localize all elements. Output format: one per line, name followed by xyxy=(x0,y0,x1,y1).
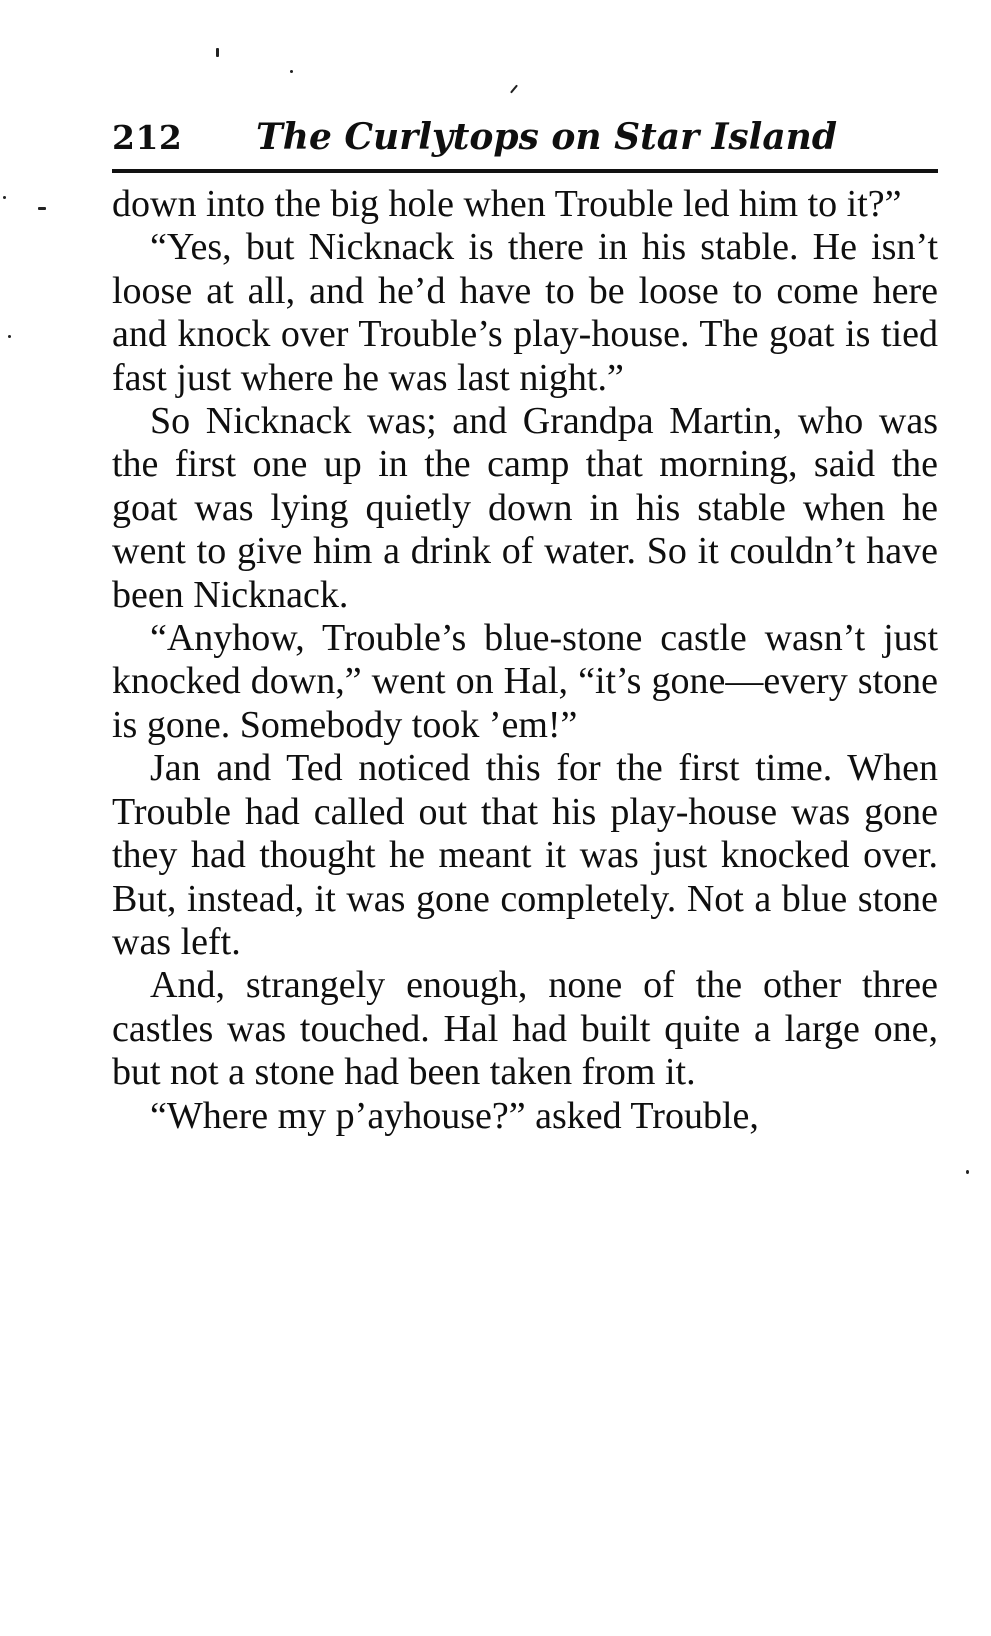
paragraph: “Yes, but Nicknack is there in his stable. He isn’t loose at all, and he’d have to be loose to come here and knock over Trouble’s play-house. The goat is tied fast just where he was last night.” xyxy=(112,226,938,399)
paragraph: “Where my p’ayhouse?” asked Trouble, xyxy=(150,1094,759,1137)
page-number: 212 xyxy=(112,118,183,157)
paragraph: down into the big hole when Trouble led him to it?” xyxy=(112,183,902,225)
header-rule xyxy=(112,169,938,173)
paragraph: “Anyhow, Trouble’s blue-stone castle wasn’t just knocked down,” went on Hal, “it’s gone—every stone is gone. Somebody took ’em!” xyxy=(112,617,938,746)
paragraph: Jan and Ted noticed this for the first time. When Trouble had called out that his play-house was gone they had thought he meant it was just knocked over. But, instead, it was gone completely. Not a blue stone was left. xyxy=(112,747,938,963)
paragraph: And, strangely enough, none of the other three castles was touched. Hal had built quite a large one, but not a stone had been taken from it. xyxy=(112,964,938,1094)
running-title: The Curlytops on Star Island xyxy=(256,116,838,158)
paragraph: So Nicknack was; and Grandpa Martin, who was the first one up in the camp that morning, said the goat was lying quietly down in his stable when he went to give him a drink of water. So it couldn’t have been Nicknack. xyxy=(112,400,938,616)
body-text xyxy=(112,183,938,1138)
page-header xyxy=(112,114,938,166)
